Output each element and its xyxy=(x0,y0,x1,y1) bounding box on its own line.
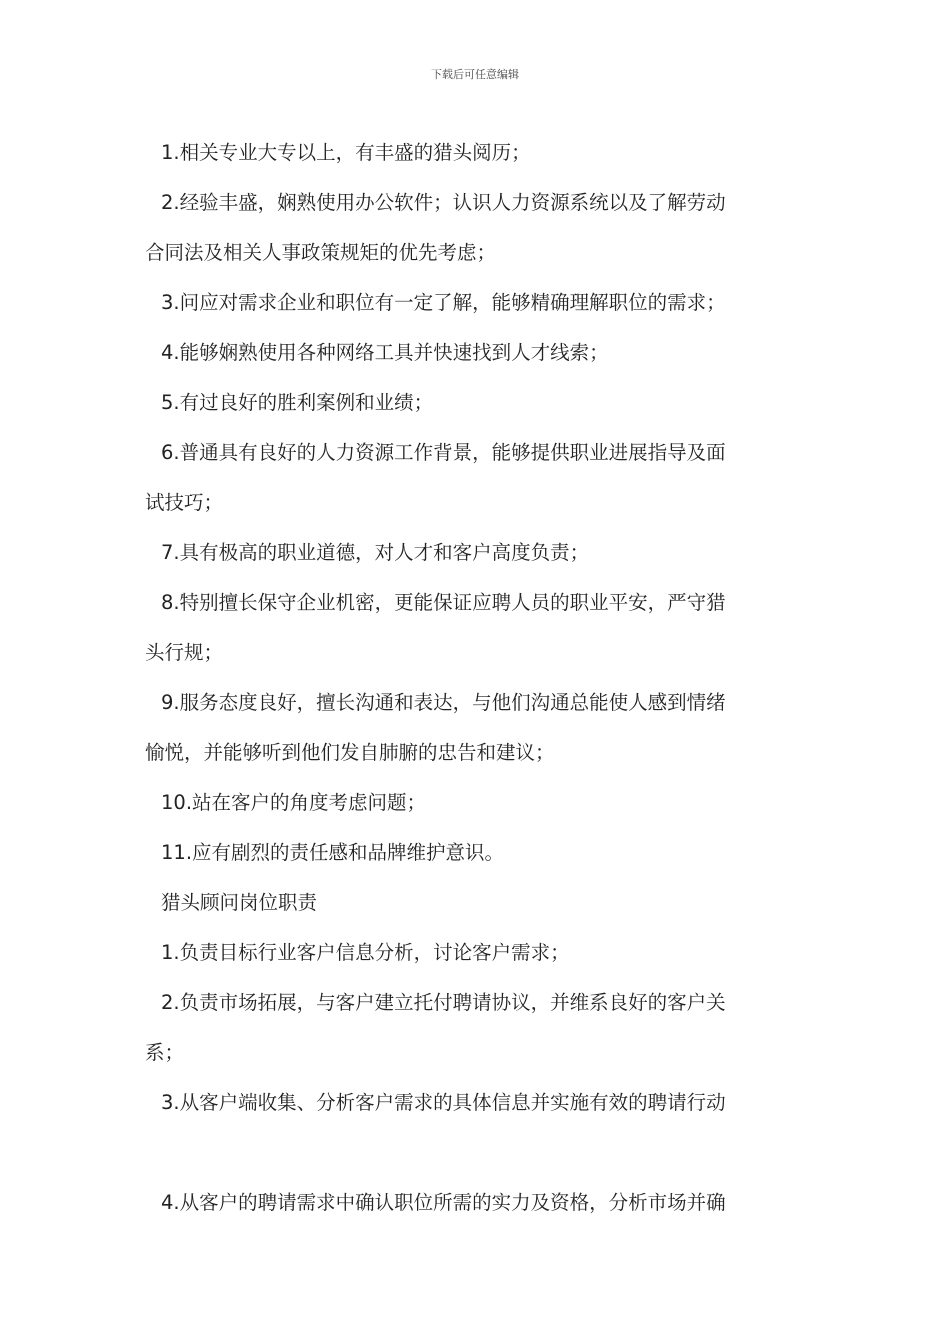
text-line: 试技巧； xyxy=(145,491,224,514)
document-body xyxy=(145,128,810,1228)
blank-line xyxy=(145,1128,810,1178)
text-line: 系； xyxy=(145,1041,185,1064)
text-line: 4.能够娴熟使用各种网络工具并快速找到人才线索； xyxy=(161,341,609,364)
text-line: 4.从客户的聘请需求中确认职位所需的实力及资格，分析市场并确 xyxy=(161,1191,726,1214)
page-header: 下载后可任意编辑 xyxy=(431,68,519,81)
text-line: 3.从客户端收集、分析客户需求的具体信息并实施有效的聘请行动 xyxy=(161,1091,726,1114)
text-line: 11.应有剧烈的责任感和品牌维护意识。 xyxy=(161,841,505,864)
text-line: 7.具有极高的职业道德，对人才和客户高度负责； xyxy=(161,541,590,564)
text-line: 头行规； xyxy=(145,641,224,664)
text-line: 9.服务态度良好，擅长沟通和表达，与他们沟通总能使人感到情绪 xyxy=(161,691,726,714)
text-line: 6.普通具有良好的人力资源工作背景，能够提供职业进展指导及面 xyxy=(161,441,726,464)
text-line: 1.相关专业大专以上，有丰盛的猎头阅历； xyxy=(161,141,531,164)
text-line: 2.负责市场拓展，与客户建立托付聘请协议，并维系良好的客户关 xyxy=(161,991,726,1014)
text-line: 愉悦，并能够听到他们发自肺腑的忠告和建议； xyxy=(145,741,555,764)
text-line: 1.负责目标行业客户信息分析，讨论客户需求； xyxy=(161,941,570,964)
text-line: 8.特别擅长保守企业机密，更能保证应聘人员的职业平安，严守猎 xyxy=(161,591,726,614)
text-line: 合同法及相关人事政策规矩的优先考虑； xyxy=(145,241,497,264)
text-line: 5.有过良好的胜利案例和业绩； xyxy=(161,391,434,414)
text-line: 2.经验丰盛，娴熟使用办公软件；认识人力资源系统以及了解劳动 xyxy=(161,191,726,214)
section-heading: 猎头顾问岗位职责 xyxy=(161,891,318,914)
text-line: 10.站在客户的角度考虑问题； xyxy=(161,791,427,814)
text-line: 3.问应对需求企业和职位有一定了解，能够精确理解职位的需求； xyxy=(161,291,726,314)
